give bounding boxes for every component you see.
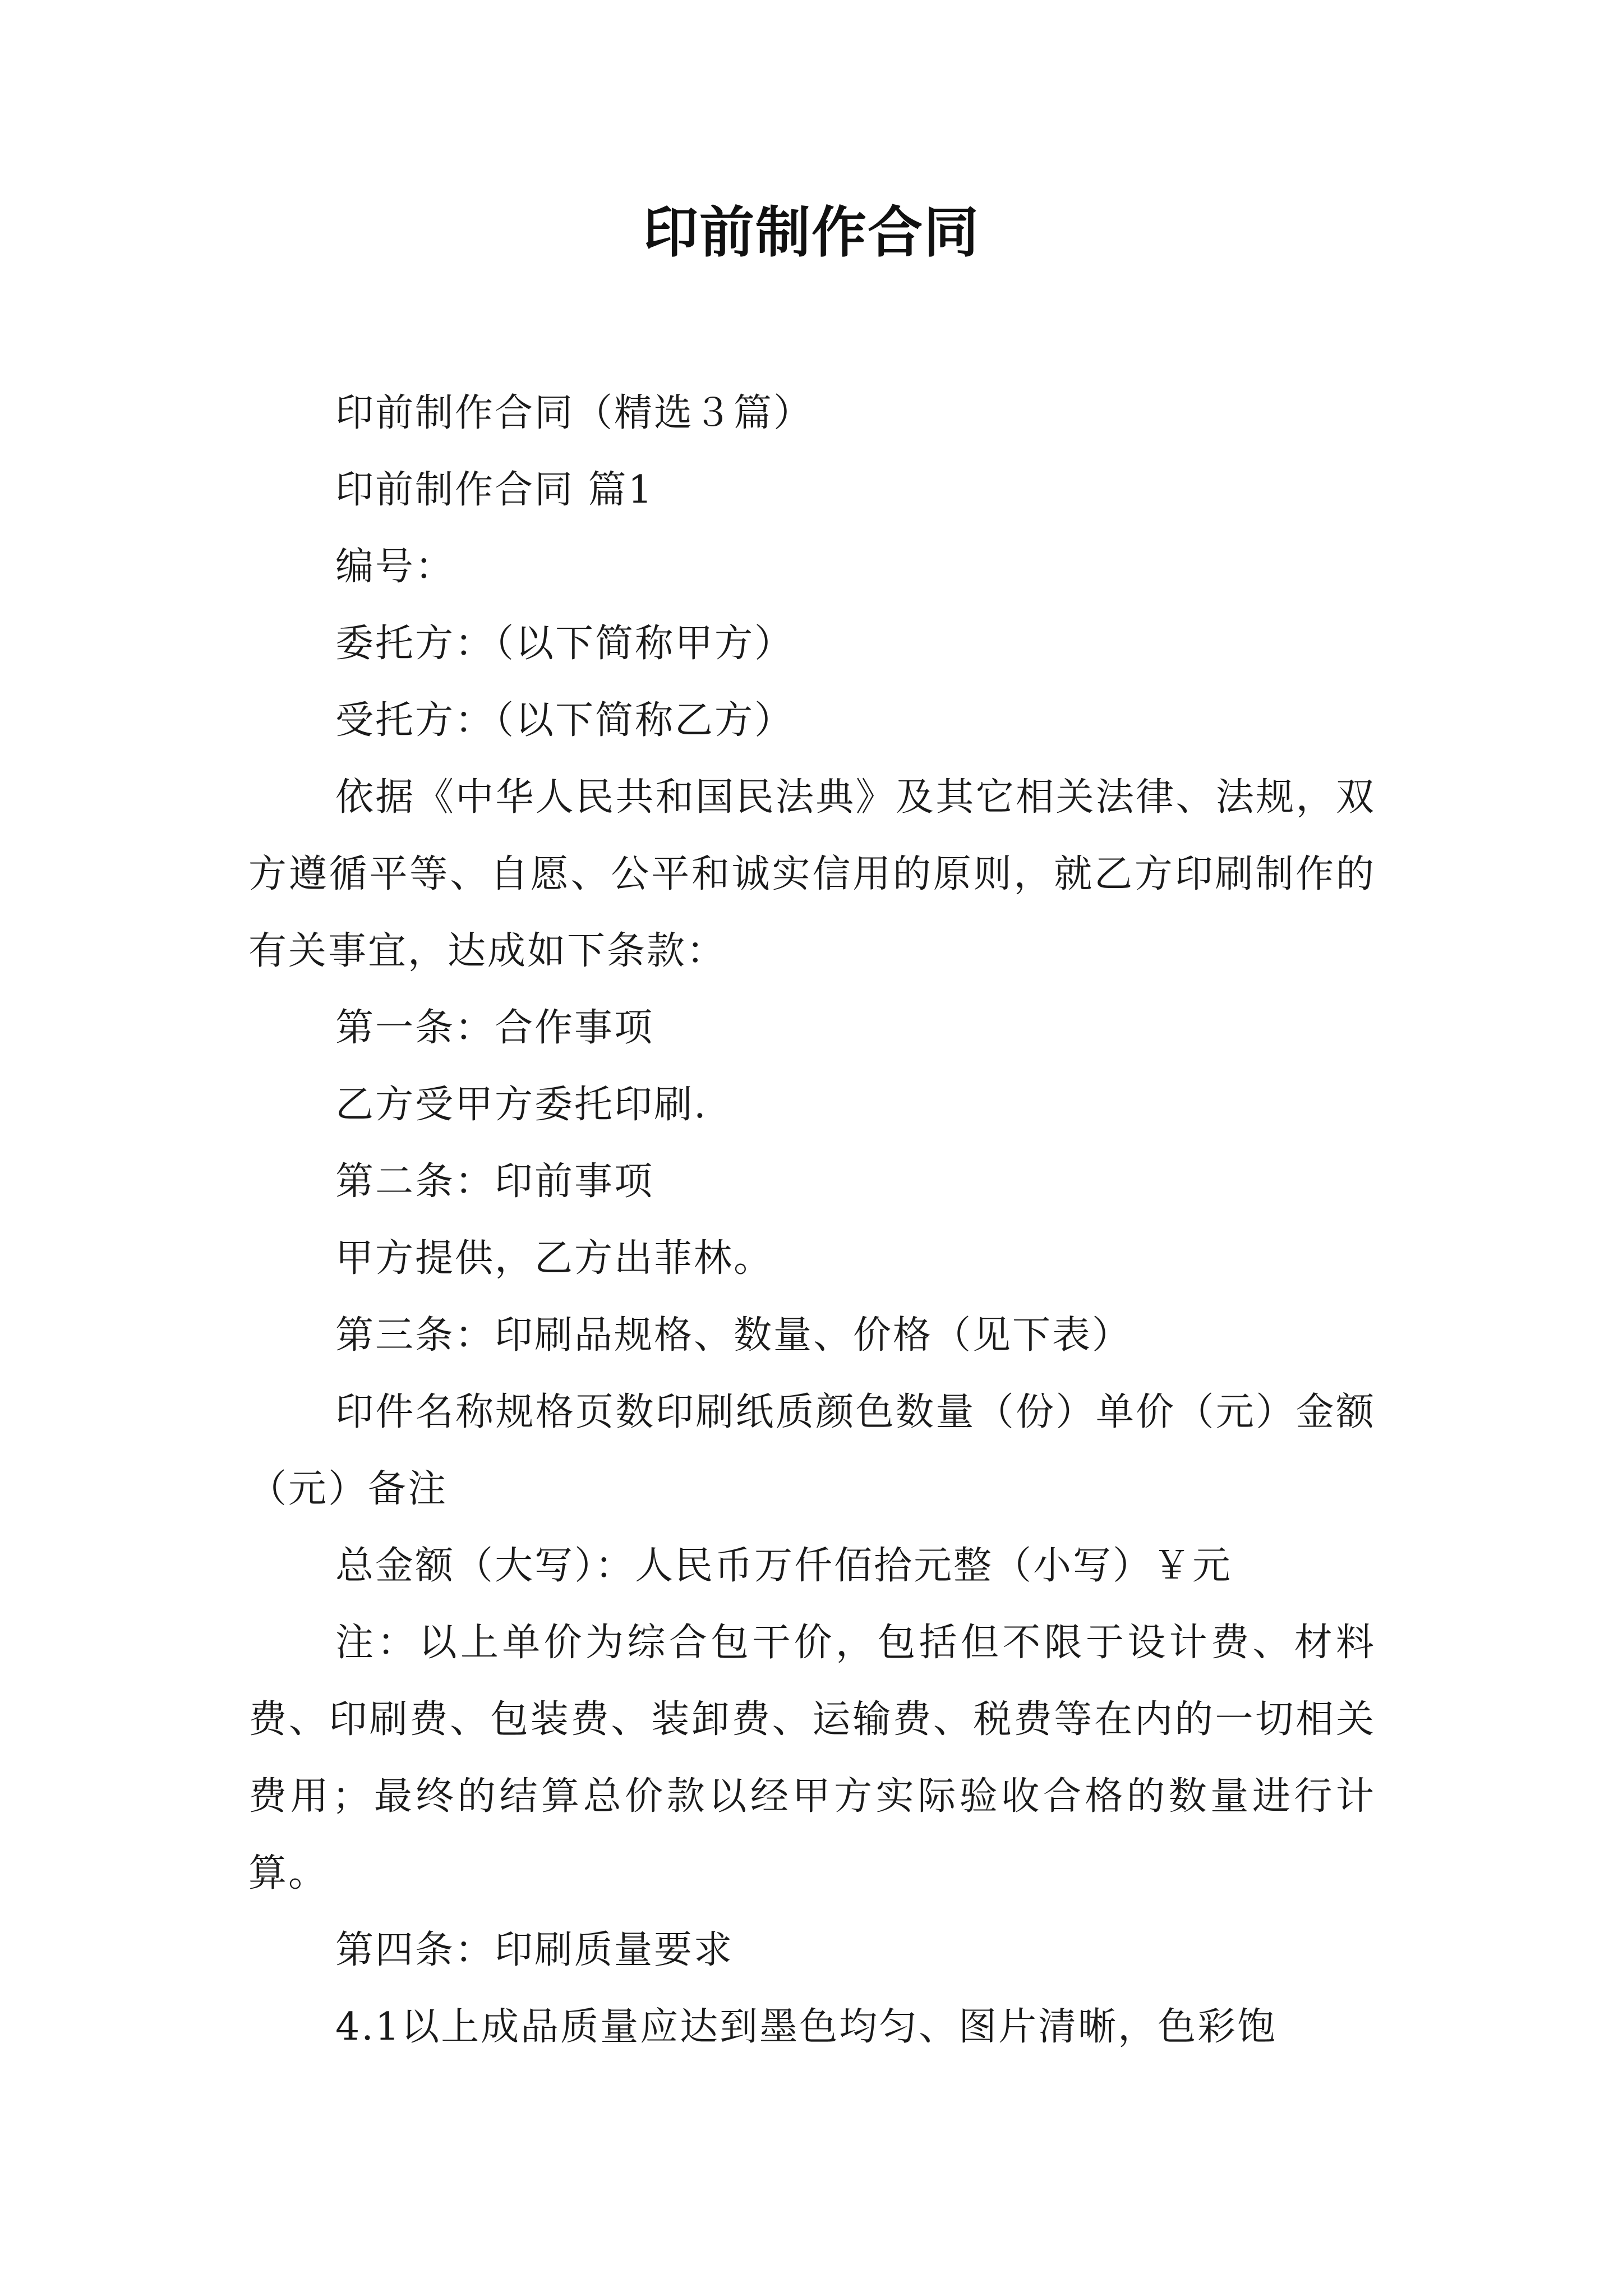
paragraph-article-1-heading: 第一条：合作事项	[335, 1006, 654, 1050]
paragraph-article-3-heading: 第三条：印刷品规格、数量、价格（见下表）	[335, 1313, 1132, 1358]
paragraph-party-b: 受托方：（以下简称乙方）	[335, 698, 795, 743]
paragraph-price-note: 注：以上单价为综合包干价，包括但不限于设计费、材料费、印刷费、包装费、装卸费、运输费、税费等在内的一切相关费用；最终的结算总价款以经甲方实际验收合格的数量进行计算。	[248, 1621, 1376, 1895]
paragraph-party-a: 委托方：（以下简称甲方）	[335, 622, 795, 666]
paragraph-selection-heading: 印前制作合同（精选３篇）	[335, 391, 814, 435]
document-title: 印前制作合同	[643, 201, 980, 265]
paragraph-article-2-heading: 第二条：印前事项	[335, 1159, 654, 1204]
paragraph-part-heading: 印前制作合同 篇1	[335, 468, 654, 512]
paragraph-article-4-heading: 第四条：印刷质量要求	[335, 1928, 734, 1972]
paragraph-table-columns: 印件名称规格页数印刷纸质颜色数量（份）单价（元）金额（元）备注	[248, 1390, 1376, 1511]
paragraph-contract-number: 编号：	[335, 545, 455, 589]
paragraph-preamble: 依据《中华人民共和国民法典》及其它相关法律、法规，双方遵循平等、自愿、公平和诚实信用的原则，就乙方印刷制作的有关事宜，达成如下条款：	[248, 775, 1376, 973]
paragraph-total-amount: 总金额（大写）：人民币万仟佰拾元整（小写）￥元	[335, 1544, 1233, 1588]
paragraph-article-1-body: 乙方受甲方委托印刷.	[335, 1083, 708, 1127]
document-body	[248, 375, 1376, 2065]
paragraph-article-2-body: 甲方提供，乙方出菲林。	[335, 1236, 774, 1281]
paragraph-article-4-1: 4.1以上成品质量应达到墨色均匀、图片清晰，色彩饱	[335, 2005, 1278, 2049]
